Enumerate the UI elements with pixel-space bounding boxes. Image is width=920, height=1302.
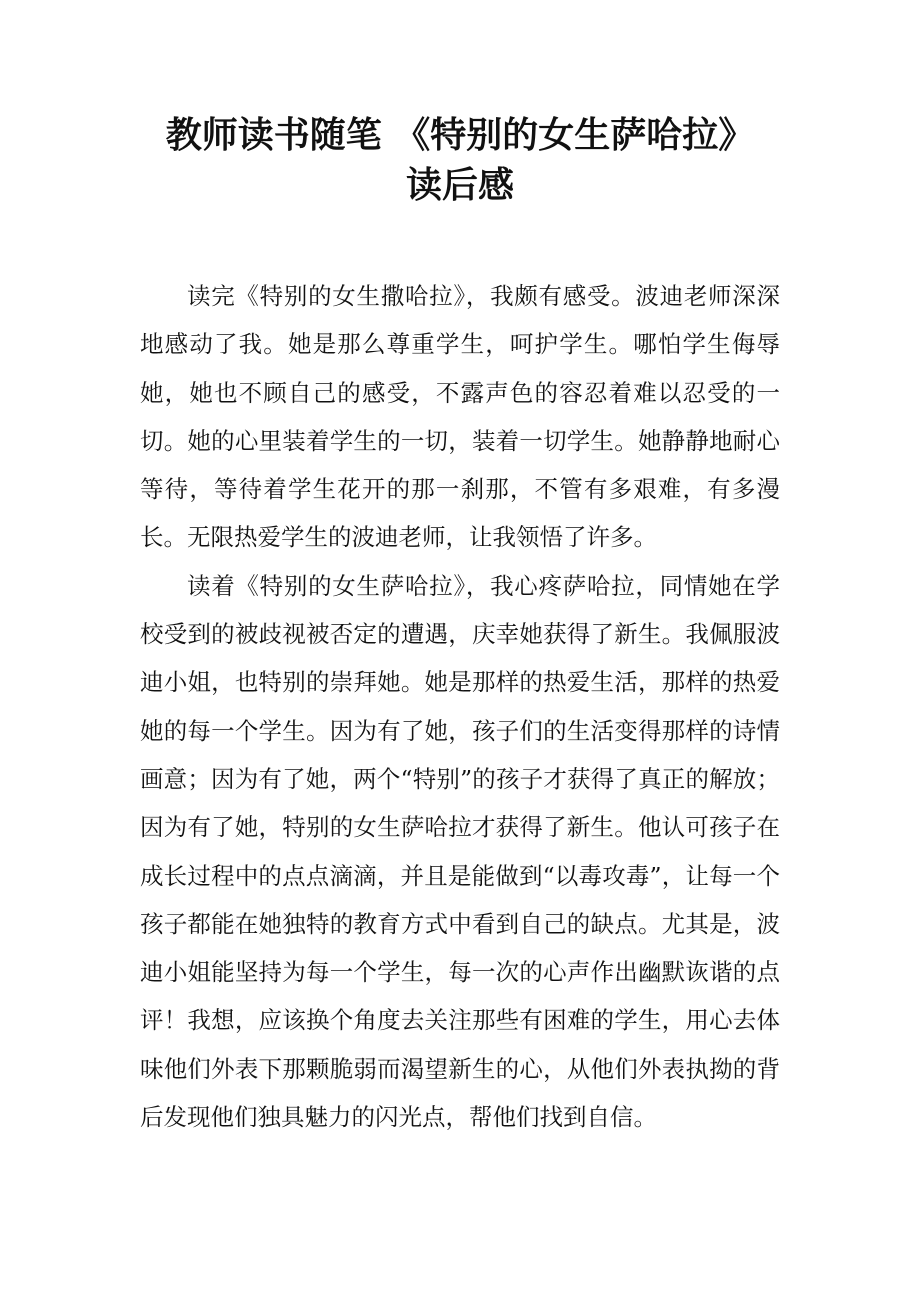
body-paragraph-1: 读完《特别的女生撒哈拉》，我颇有感受。波迪老师深深地感动了我。她是那么尊重学生，呵护学生。哪怕学生侮辱她，她也不顾自己的感受，不露声色的容忍着难以忍受的一切。她的心里装着学生的一切，装着一切学生。她静静地耐心等待，等待着学生花开的那一刹那，不管有多艰难，有多漫长。无限热爱学生的波迪老师，让我领悟了许多。 <box>140 282 780 552</box>
document-title-continued: 读后感 <box>405 164 514 206</box>
body-paragraph-2: 读着《特别的女生萨哈拉》，我心疼萨哈拉，同情她在学校受到的被歧视被否定的遭遇，庆幸她获得了新生。我佩服波迪小姐，也特别的崇拜她。她是那样的热爱生活，那样的热爱她的每一个学生。因为有了她，孩子们的生活变得那样的诗情画意；因为有了她，两个“特别”的孩子才获得了真正的解放；因为有了她，特别的女生萨哈拉才获得了新生。他认可孩子在成长过程中的点点滴滴，并且是能做到“以毒攻毒”，让每一个孩子都能在她独特的教育方式中看到自己的缺点。尤其是，波迪小姐能坚持为每一个学生，每一次的心声作出幽默诙谐的点评！我想，应该换个角度去关注那些有困难的学生，用心去体味他们外表下那颗脆弱而渴望新生的心，从他们外表执拗的背后发现他们独具魅力的闪光点，帮他们找到自信。 <box>140 571 780 1132</box>
document-body <box>140 272 780 1141</box>
document-title: 教师读书随笔 《特别的女生萨哈拉》 <box>165 114 755 156</box>
